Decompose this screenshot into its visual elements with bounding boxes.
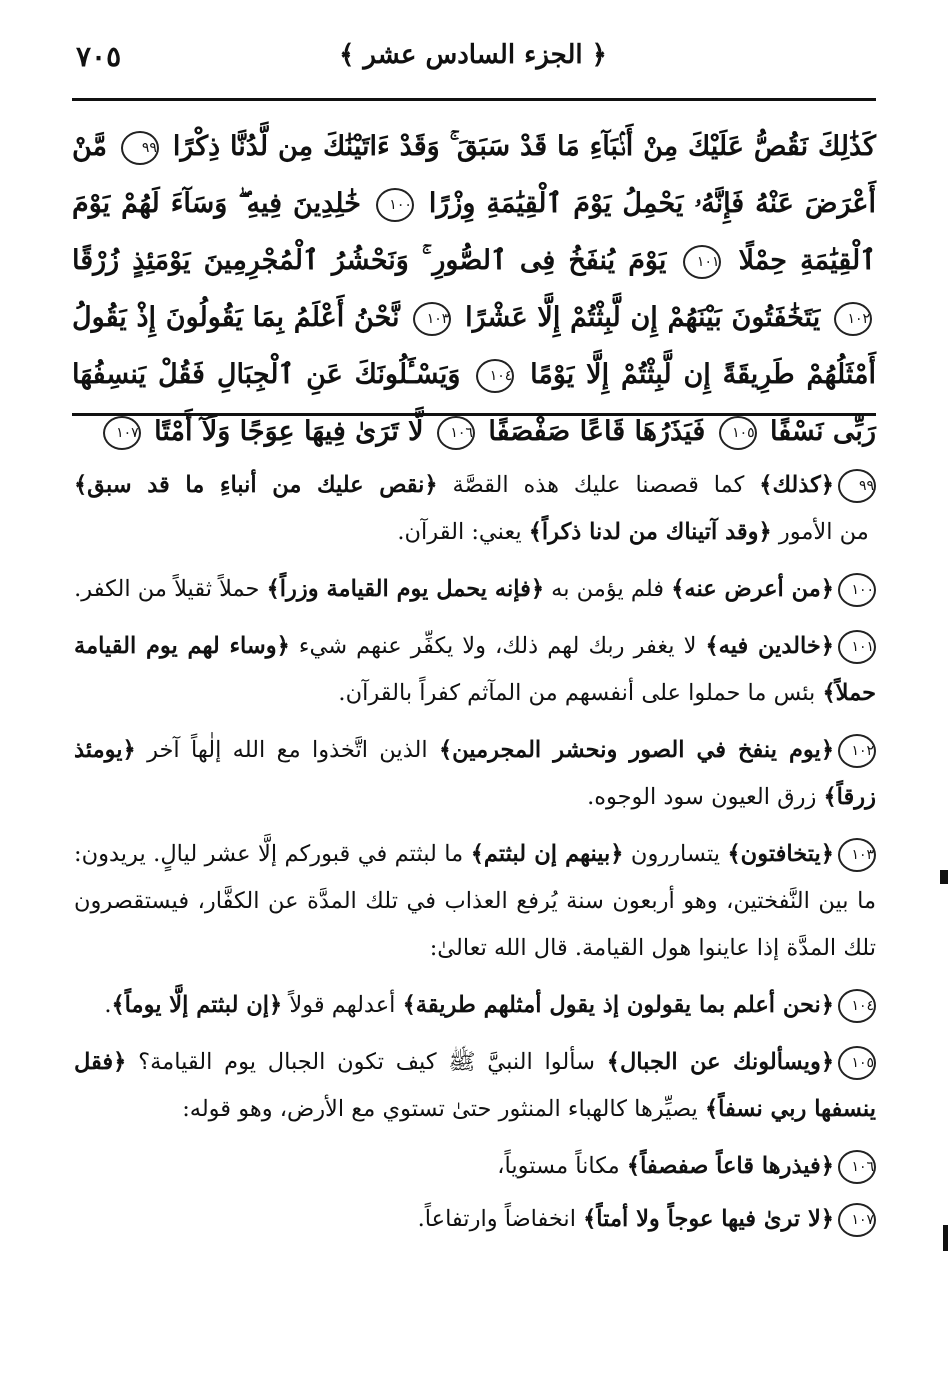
middle-divider	[72, 413, 876, 416]
explanation-text: ما لبثتم في قبوركم إلَّا عشر ليالٍ. يريدون: ما بين النَّفختين، وهو أربعون سنة يُرفع العذاب في تلك المدَّة عن الكفَّار، فيستقصرون تلك المدَّة إذا عاينوا هول القيامة. قال الله تعالىٰ:	[74, 841, 876, 961]
ayah-marker-107: ١٠٧	[103, 416, 141, 450]
explanation-text: مكاناً مستوياً،	[497, 1153, 627, 1179]
commentary-entry-106	[74, 1143, 876, 1190]
running-title: ﴿ الجزء السادس عشر ﴾	[339, 40, 607, 70]
top-divider	[72, 98, 876, 101]
verse-number-badge: ٩٩	[838, 469, 876, 503]
commentary-entry-107	[74, 1196, 876, 1243]
explanation-text: زرق العيون سود الوجوه.	[587, 784, 824, 810]
commentary-entry-105	[74, 1039, 876, 1133]
explanation-text: حملاً ثقيلاً من الكفر.	[74, 576, 267, 602]
ayah-marker-103: ١٠٣	[413, 302, 451, 336]
quoted-phrase: ﴿من أعرض عنه﴾	[671, 576, 834, 602]
ayah-marker-101: ١٠١	[683, 245, 721, 279]
page-header	[70, 40, 876, 80]
verse-number-badge: ١٠٤	[838, 989, 876, 1023]
explanation-text: كما قصصنا عليك هذه القصَّة	[437, 472, 760, 498]
commentary-entry-103	[74, 831, 876, 972]
quran-text-block	[72, 118, 877, 447]
scan-edge-mark	[940, 870, 948, 884]
quran-verse-106: فَيَذَرُهَا قَاعًا صَفْصَفًا	[488, 416, 706, 447]
quoted-phrase: ﴿يوم ينفخ في الصور ونحشر المجرمين﴾	[438, 737, 835, 763]
ayah-marker-99: ٩٩	[121, 131, 159, 165]
commentary-entry-101	[74, 623, 876, 717]
ayah-marker-106: ١٠٦	[437, 416, 475, 450]
quoted-phrase: ﴿يومئذ زرقاً﴾	[74, 737, 876, 810]
explanation-text: يتساررون	[623, 841, 728, 867]
quoted-phrase: ﴿كذلك﴾	[759, 472, 834, 498]
quran-verse-105: وَيَسْـَٔلُونَكَ عَنِ ٱلْجِبَالِ فَقُلْ يَنسِفُهَا رَبِّى نَسْفًا	[72, 359, 876, 447]
page-number: ٧٠٥	[76, 40, 122, 73]
quoted-phrase: ﴿ويسألونك عن الجبال﴾	[606, 1049, 835, 1075]
quoted-phrase: ﴿نقص عليك من أنباءِ ما قد سبق﴾	[74, 472, 438, 498]
verse-number-badge: ١٠١	[838, 630, 876, 664]
quran-verse-100: مَّنْ أَعْرَضَ عَنْهُ فَإِنَّهُۥ يَحْمِلُ يَوْمَ ٱلْقِيَٰمَةِ وِزْرًا	[72, 131, 876, 219]
ayah-marker-102: ١٠٢	[834, 302, 872, 336]
commentary-entry-100	[74, 566, 876, 613]
explanation-text: من الأمور	[771, 519, 876, 545]
quran-verse-99: كَذَٰلِكَ نَقُصُّ عَلَيْكَ مِنْ أَنۢبَآءِ مَا قَدْ سَبَقَ ۚ وَقَدْ ءَاتَيْنَٰكَ مِن لَّدُنَّا ذِكْرًا	[172, 131, 877, 162]
quran-verse-101: خَٰلِدِينَ فِيهِ ۖ وَسَآءَ لَهُمْ يَوْمَ ٱلْقِيَٰمَةِ حِمْلًا	[72, 188, 877, 276]
verse-number-badge: ١٠٣	[838, 838, 876, 872]
commentary-entry-102	[74, 727, 876, 821]
scan-edge-mark	[943, 1225, 948, 1251]
commentary-entry-99	[74, 462, 876, 556]
explanation-text: الذين اتَّخذوا مع الله إلٰهاً آخر	[135, 737, 439, 763]
quoted-phrase: ﴿خالدين فيه﴾	[705, 633, 834, 659]
explanation-text: يصيِّرها كالهباء المنثور حتىٰ تستوي مع الأرض، وهو قوله:	[182, 1096, 705, 1122]
quran-verse-103: يَتَخَٰفَتُونَ بَيْنَهُمْ إِن لَّبِثْتُمْ إِلَّا عَشْرًا	[465, 302, 821, 333]
commentary-section	[74, 462, 876, 1249]
ayah-marker-104: ١٠٤	[476, 359, 514, 393]
quoted-phrase: ﴿فيذرها قاعاً صفصفاً﴾	[626, 1153, 834, 1179]
quran-verse-104: نَّحْنُ أَعْلَمُ بِمَا يَقُولُونَ إِذْ يَقُولُ أَمْثَلُهُمْ طَرِيقَةً إِن لَّبِثْتُمْ إِلَّا يَوْمًا	[72, 302, 877, 390]
verse-number-badge: ١٠٦	[838, 1150, 876, 1184]
explanation-text: سألوا النبيَّ ﷺ كيف تكون الجبال يوم القيامة؟	[126, 1049, 607, 1075]
quoted-phrase: ﴿فإنه يحمل يوم القيامة وزراً﴾	[266, 576, 545, 602]
quoted-phrase: ﴿إن لبثتم إلَّا يوماً﴾	[111, 992, 283, 1018]
quran-verse-102: يَوْمَ يُنفَخُ فِى ٱلصُّورِ ۚ وَنَحْشُرُ ٱلْمُجْرِمِينَ يَوْمَئِذٍ زُرْقًا	[72, 245, 667, 276]
verse-number-badge: ١٠٢	[838, 734, 876, 768]
commentary-entry-104	[74, 982, 876, 1029]
quoted-phrase: ﴿وقد آتيناك من لدنا ذكراً﴾	[528, 519, 772, 545]
explanation-text: انخفاضاً وارتفاعاً.	[417, 1206, 584, 1232]
ayah-marker-105: ١٠٥	[719, 416, 757, 450]
explanation-text: يعني: القرآن.	[397, 519, 529, 545]
verse-number-badge: ١٠٧	[838, 1203, 876, 1237]
quoted-phrase: ﴿وساء لهم يوم القيامة حملاً﴾	[74, 633, 876, 706]
explanation-text: بئس ما حملوا على أنفسهم من المآثم كفراً بالقرآن.	[338, 680, 823, 706]
quoted-phrase: ﴿بينهم إن لبثتم﴾	[470, 841, 624, 867]
quoted-phrase: ﴿نحن أعلم بما يقولون إذ يقول أمثلهم طريقة﴾	[402, 992, 834, 1018]
ayah-marker-100: ١٠٠	[376, 188, 414, 222]
verse-number-badge: ١٠٥	[838, 1046, 876, 1080]
quoted-phrase: ﴿لا ترىٰ فيها عوجاً ولا أمتاً﴾	[583, 1206, 834, 1232]
explanation-text: لا يغفر ربك لهم ذلك، ولا يكفِّر عنهم شيء	[289, 633, 706, 659]
quoted-phrase: ﴿يتخافتون﴾	[727, 841, 834, 867]
verse-number-badge: ١٠٠	[838, 573, 876, 607]
explanation-text: فلم يؤمن به	[544, 576, 672, 602]
quoted-phrase: ﴿فقل ينسفها ربي نسفاً﴾	[74, 1049, 876, 1122]
explanation-text: أعدلهم قولاً	[282, 992, 403, 1018]
explanation-text: .	[104, 992, 112, 1018]
quran-verse-107: لَّا تَرَىٰ فِيهَا عِوَجًا وَلَآ أَمْتًا	[154, 416, 424, 447]
